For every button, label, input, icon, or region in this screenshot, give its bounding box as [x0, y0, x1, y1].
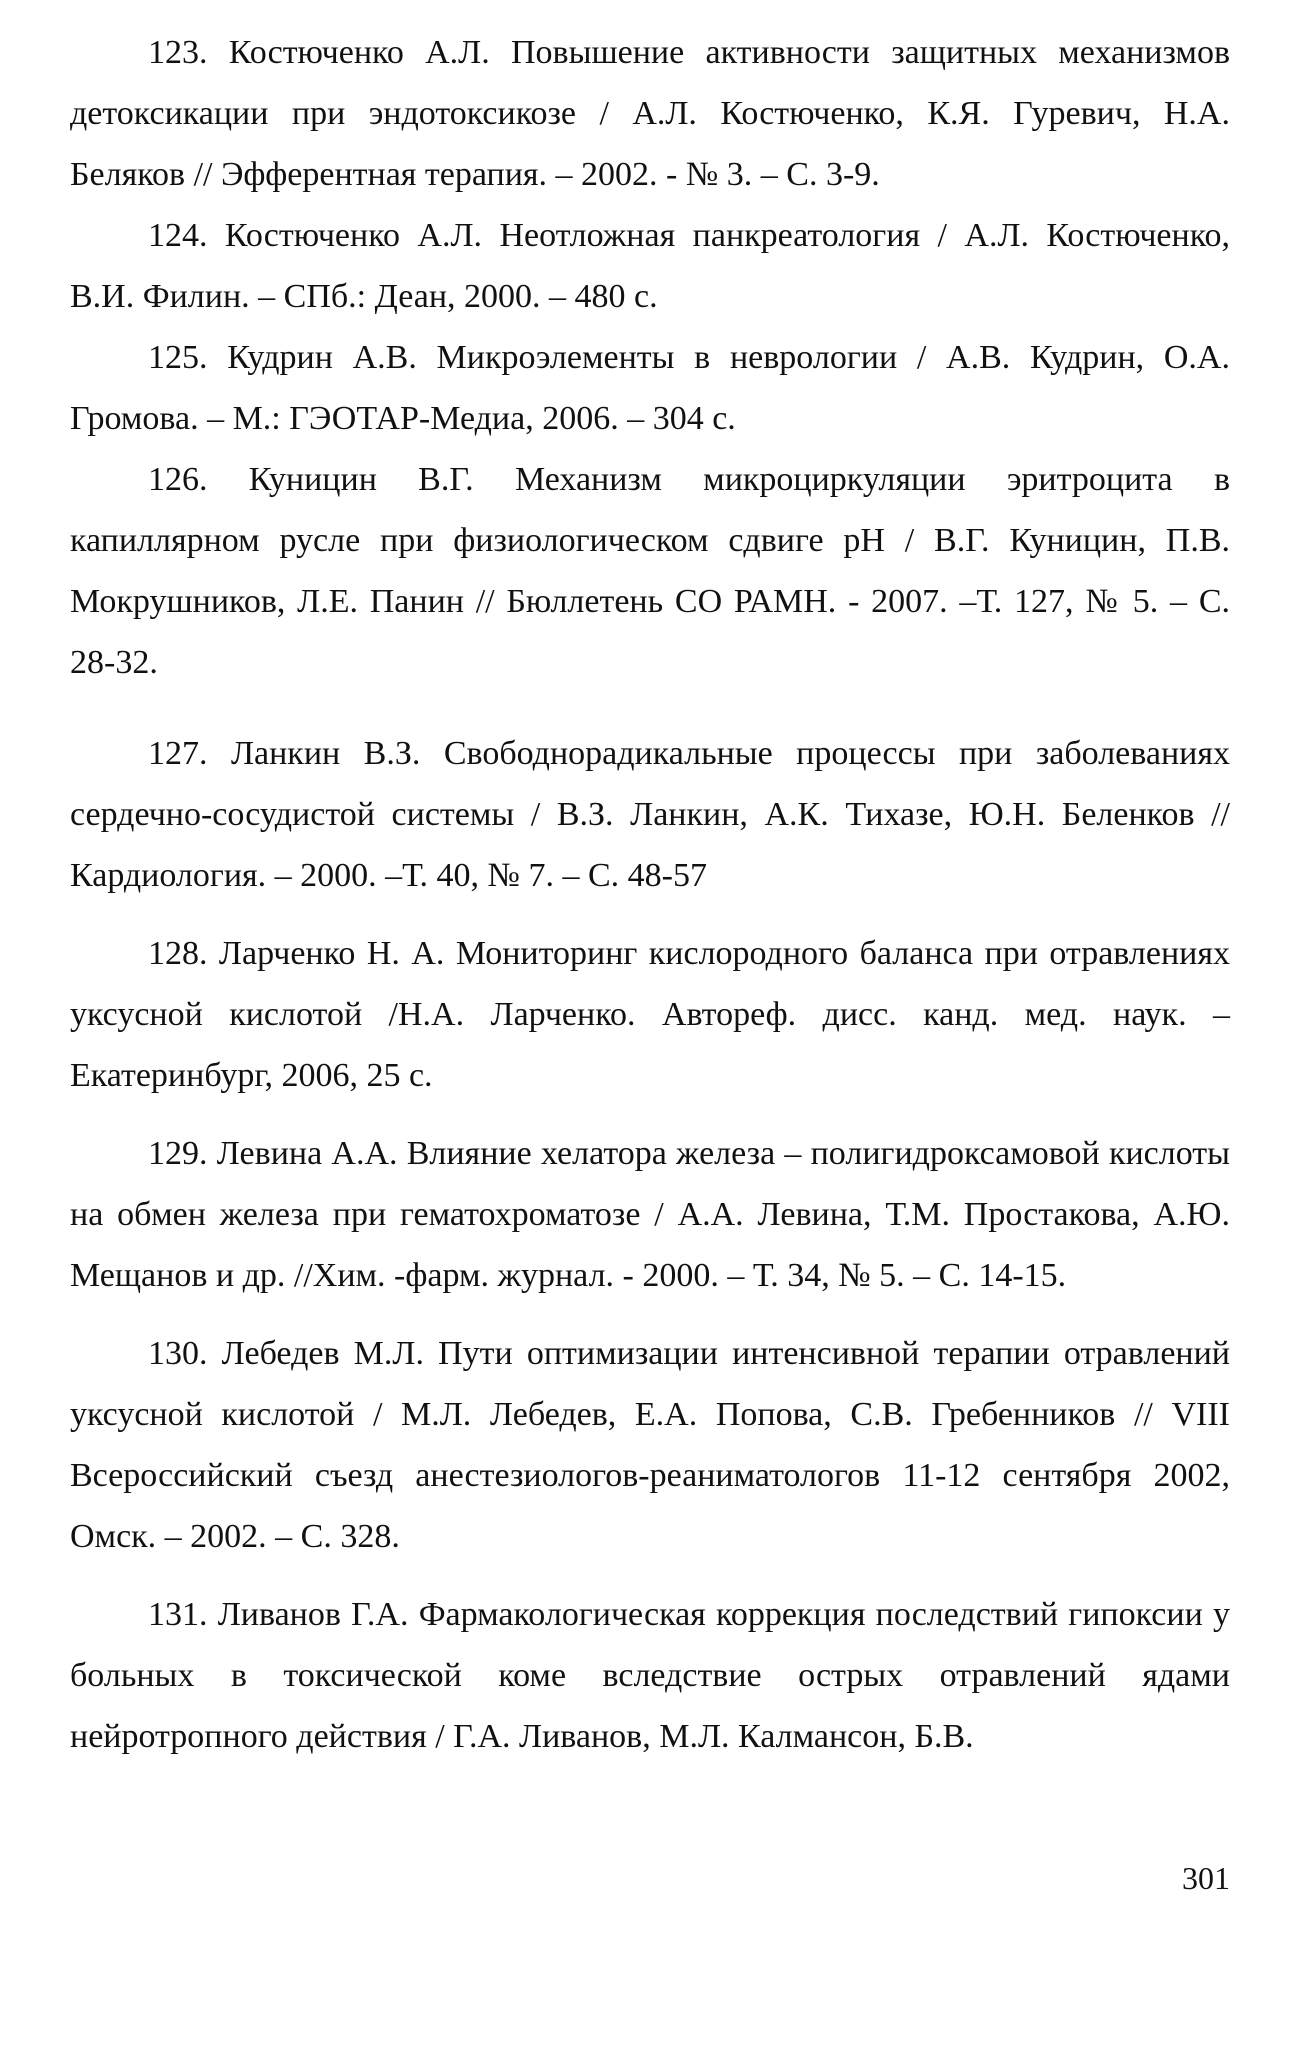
page-number: 301	[1182, 1860, 1230, 1896]
reference-126: 126. Куницин В.Г. Механизм микроциркуляции эритроцита в капиллярном русле при физиологическом сдвиге рН / В.Г. Куницин, П.В. Мокрушников, Л.Е. Панин // Бюллетень СО РАМН. - 2007. –Т. 127, № 5. – С. 28-32.	[70, 461, 1230, 681]
reference-129: 129. Левина А.А. Влияние хелатора железа – полигидроксамовой кислоты на обмен железа при гематохроматозе / А.А. Левина, Т.М. Простакова, А.Ю. Мещанов и др. //Хим. -фарм. журнал. - 2000. – Т. 34, № 5. – С. 14-15.	[70, 1135, 1230, 1294]
reference-130: 130. Лебедев М.Л. Пути оптимизации интенсивной терапии отравлений уксусной кислотой / М.Л. Лебедев, Е.А. Попова, С.В. Гребенников // VIII Всероссийский съезд анестезиологов-реаниматологов 11-12 сентября 2002, Омск. – 2002. – С. 328.	[70, 1335, 1230, 1555]
reference-124: 124. Костюченко А.Л. Неотложная панкреатология / А.Л. Костюченко, В.И. Филин. – СПб.: Деан, 2000. – 480 с.	[70, 217, 1230, 315]
bibliography-page	[70, 22, 1230, 1767]
reference-131: 131. Ливанов Г.А. Фармакологическая коррекция последствий гипоксии у больных в токсической коме вследствие острых отравлений ядами нейротропного действия / Г.А. Ливанов, М.Л. Калмансон, Б.В.	[70, 1596, 1230, 1755]
reference-123: 123. Костюченко А.Л. Повышение активности защитных механизмов детоксикации при эндотоксикозе / А.Л. Костюченко, К.Я. Гуревич, Н.А. Беляков // Эфферентная терапия. – 2002. - № 3. – С. 3-9.	[70, 34, 1230, 193]
reference-125: 125. Кудрин А.В. Микроэлементы в неврологии / А.В. Кудрин, О.А. Громова. – М.: ГЭОТАР-Медиа, 2006. – 304 с.	[70, 339, 1230, 437]
reference-127: 127. Ланкин В.З. Свободнорадикальные процессы при заболеваниях сердечно-сосудистой системы / В.З. Ланкин, А.К. Тихазе, Ю.Н. Беленков // Кардиология. – 2000. –Т. 40, № 7. – С. 48-57	[70, 735, 1230, 894]
reference-128: 128. Ларченко Н. А. Мониторинг кислородного баланса при отравлениях уксусной кислотой /Н.А. Ларченко. Автореф. дисс. канд. мед. наук. – Екатеринбург, 2006, 25 с.	[70, 935, 1230, 1094]
